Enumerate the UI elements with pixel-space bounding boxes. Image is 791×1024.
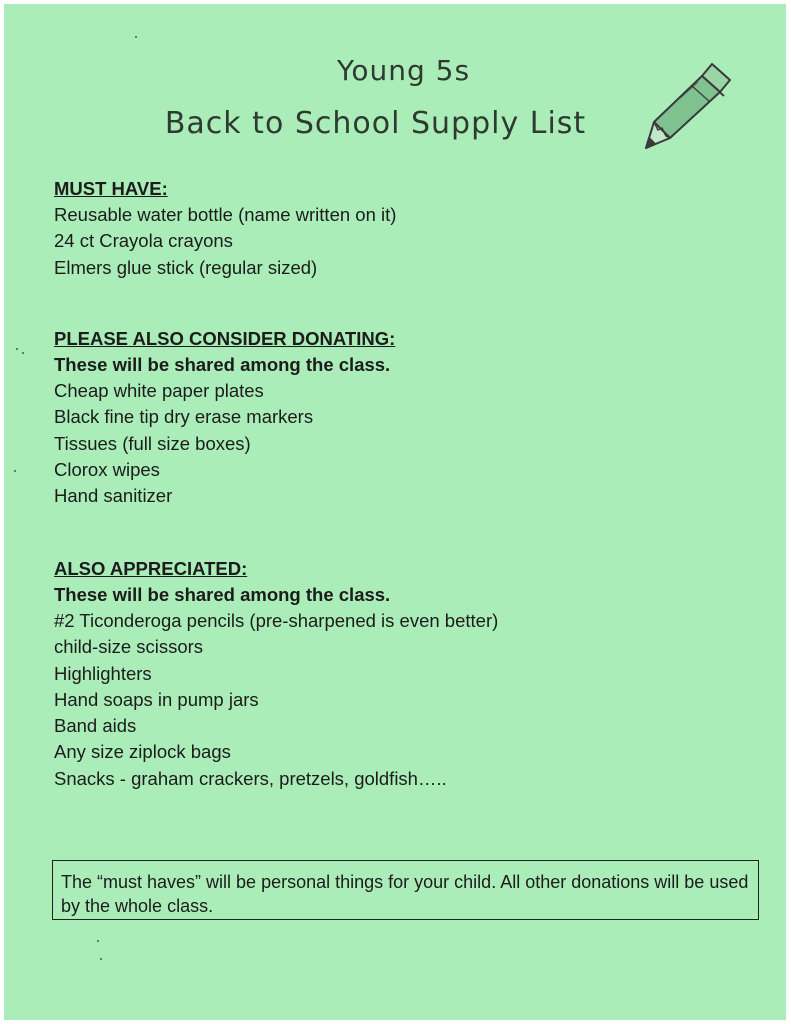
list-item: Tissues (full size boxes) [54,432,251,454]
pencil-icon [640,58,736,152]
footer-note-box [52,860,759,920]
list-item: Clorox wipes [54,458,160,480]
list-item: Any size ziplock bags [54,741,231,763]
scan-speck [135,36,137,38]
footer-note: The “must haves” will be personal things for your child. All other donations will be used by the whole class. [61,872,749,916]
list-item: Hand sanitizer [54,485,173,507]
scan-speck [14,470,16,472]
section-heading: MUST HAVE: [54,178,168,199]
page-title-teacher: Young 5s [336,54,471,87]
supply-list [54,608,751,792]
supply-list [54,378,751,509]
list-item: Reusable water bottle (name written on it) [54,204,397,225]
scan-speck [100,958,102,960]
list-item: Cheap white paper plates [54,380,264,401]
section-note: These will be shared among the class. [54,354,391,375]
section-heading: ALSO APPRECIATED: [54,558,248,579]
scan-speck [22,352,24,354]
scan-speck [16,348,18,350]
supply-list [54,202,751,281]
please-donate-section [54,326,751,509]
section-note: These will be shared among the class. [54,584,391,605]
list-item: Highlighters [54,662,152,684]
list-item: child-size scissors [54,636,204,658]
list-item: Snacks - graham crackers, pretzels, goldfish….. [54,767,447,789]
list-item: 24 ct Crayola crayons [54,230,233,252]
list-item: Band aids [54,715,137,737]
scan-speck [97,940,99,942]
page-title: Back to School Supply List [164,106,587,141]
also-appreciated-section [54,556,751,792]
list-item: #2 Ticonderoga pencils (pre-sharpened is even better) [54,610,499,631]
section-heading: PLEASE ALSO CONSIDER DONATING: [54,328,396,349]
list-item: Hand soaps in pump jars [54,688,259,710]
list-item: Black fine tip dry erase markers [54,406,314,428]
must-have-section [54,176,751,281]
list-item: Elmers glue stick (regular sized) [54,256,318,278]
